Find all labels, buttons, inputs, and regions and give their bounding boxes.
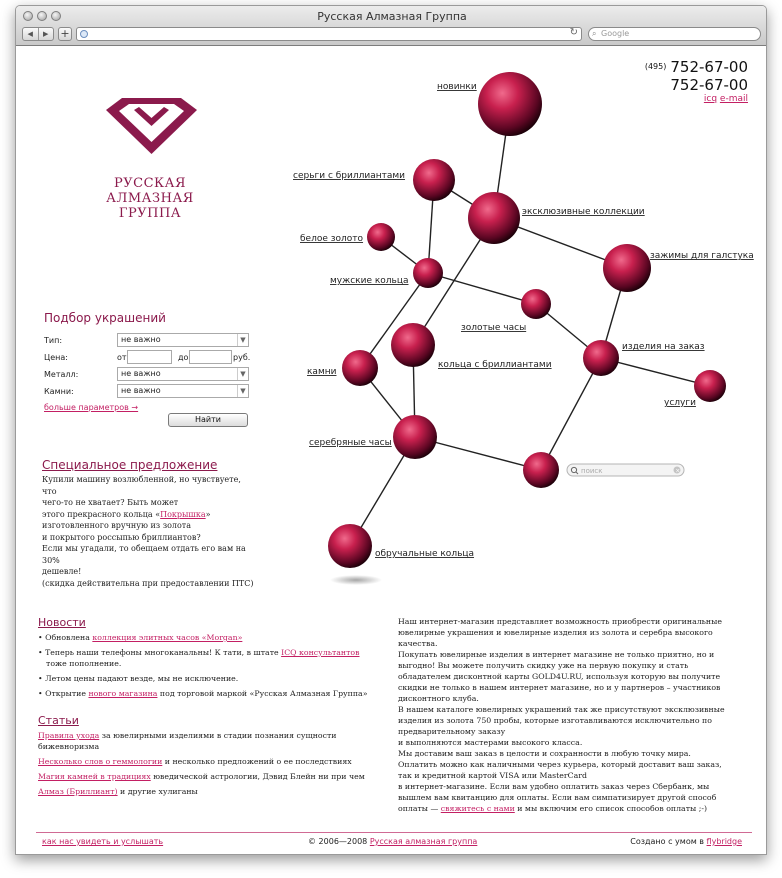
- label-tie-clips[interactable]: зажимы для галстука: [650, 251, 754, 261]
- label-novinki[interactable]: новинки: [437, 82, 477, 92]
- news-section: [38, 616, 368, 703]
- node-stones[interactable]: [342, 350, 378, 386]
- articles-section: [38, 714, 378, 801]
- node-sergi[interactable]: [413, 159, 455, 201]
- google-search-field[interactable]: [588, 27, 761, 41]
- label-silver-watches[interactable]: серебряные часы: [309, 438, 392, 448]
- icq-consultants-link[interactable]: ICQ консультантов: [281, 648, 360, 657]
- phone-1: $^{(495)}$ 752-67-00: [644, 58, 748, 76]
- back-icon[interactable]: ◀: [27, 30, 33, 38]
- graph-search-field[interactable]: [567, 464, 684, 476]
- address-bar[interactable]: [76, 27, 582, 41]
- label-custom[interactable]: изделия на заказ: [622, 342, 705, 352]
- node-diamond-rings[interactable]: [391, 323, 435, 367]
- label-exclusive[interactable]: эксклюзивные коллекции: [522, 207, 645, 217]
- label-gold-watches[interactable]: золотые часы: [461, 323, 527, 333]
- more-params-link[interactable]: больше параметров →: [44, 403, 139, 412]
- svg-text:×: ×: [675, 467, 681, 475]
- label-sergi[interactable]: серьги с бриллиантами: [293, 171, 406, 181]
- contact-us-link[interactable]: свяжитесь с нами: [440, 804, 515, 813]
- graph-search-placeholder: поиск: [581, 467, 603, 475]
- window-title: Русская Алмазная Группа: [317, 10, 467, 23]
- article-item: Магия камней в традициях юведической астрологии, Дэвид Блейн ни при чем: [38, 772, 365, 781]
- chevron-down-icon: ▼: [237, 368, 248, 380]
- title-bar: [16, 6, 767, 46]
- price-from-input[interactable]: [127, 350, 172, 364]
- company-link[interactable]: Русская алмазная группа: [369, 837, 478, 846]
- made-by: Создано с умом в flybridge: [630, 837, 742, 846]
- browser-window: [15, 5, 767, 855]
- filter-title: Подбор украшений: [44, 311, 166, 325]
- label-diamond-rings[interactable]: кольца с бриллиантами: [438, 360, 552, 370]
- new-store-link[interactable]: нового магазина: [88, 689, 158, 698]
- article-link[interactable]: Магия камней в традициях: [38, 772, 151, 781]
- node-services[interactable]: [694, 370, 726, 402]
- article-link[interactable]: Правила ухода: [38, 731, 100, 740]
- node-novinki[interactable]: [478, 72, 542, 136]
- news-title[interactable]: Новости: [38, 616, 86, 629]
- special-offer-title[interactable]: Специальное предложение: [42, 458, 218, 472]
- sphere-shadow: [330, 575, 382, 585]
- news-list: [38, 632, 368, 699]
- node-tie-clips[interactable]: [603, 244, 651, 292]
- phone-2: 752-67-00: [670, 76, 748, 94]
- node-wedding-rings[interactable]: [328, 524, 372, 568]
- find-button[interactable]: Найти: [168, 413, 248, 427]
- node-exclusive[interactable]: [468, 192, 520, 244]
- news-item: • Обновлена коллекция элитных часов «Morgan»: [38, 632, 368, 643]
- how-to-find-us-link[interactable]: как нас увидеть и услышать: [42, 837, 164, 846]
- icq-link[interactable]: icq: [703, 94, 718, 104]
- page-content: [16, 46, 766, 855]
- brand-name: РУССКАЯ АЛМАЗНАЯ ГРУППА: [106, 176, 194, 221]
- add-bookmark-button[interactable]: +: [58, 27, 72, 41]
- graph-spheres: [328, 72, 726, 568]
- chevron-down-icon: ▼: [237, 385, 248, 397]
- node-silver-watches[interactable]: [393, 415, 437, 459]
- article-item: Несколько слов о геммологии и несколько предложений о ее последствиях: [38, 757, 352, 766]
- stones-select[interactable]: не важно ▼: [117, 384, 249, 398]
- label-services[interactable]: услуги: [664, 398, 696, 408]
- copyright: © 2006—2008 Русская алмазная группа: [308, 837, 478, 846]
- email-link[interactable]: e-mail: [719, 94, 748, 104]
- flybridge-link[interactable]: flybridge: [706, 837, 742, 846]
- article-item: Алмаз (Бриллиант) и другие хулиганы: [38, 787, 198, 796]
- filter-stones-row: Камни: не важно ▼: [44, 384, 254, 400]
- label-white-gold[interactable]: белое золото: [300, 234, 364, 244]
- pokryshka-link[interactable]: Покрышка: [160, 509, 206, 519]
- node-search-hub[interactable]: [523, 452, 559, 488]
- node-custom[interactable]: [583, 340, 619, 376]
- special-offer: [42, 458, 254, 589]
- node-mens-rings[interactable]: [413, 258, 443, 288]
- back-forward-buttons: [22, 27, 54, 41]
- news-item: • Открытие нового магазина под торговой маркой «Русская Алмазная Группа»: [38, 688, 368, 699]
- label-mens-rings[interactable]: мужские кольца: [330, 276, 409, 286]
- morgan-collection-link[interactable]: коллекция элитных часов «Morgan»: [92, 633, 243, 642]
- special-offer-text: Купили машину возлюбленной, но чувствуете, что чего-то не хватает? Быть может этого прекрасного кольца «Покрышка» изготовленного вручную из золота и покрытого россыпью бриллиантов? Если мы угадали, то обещаем отдать его вам на 30% дешевле! (скидка действительна при предоставлении ПТС): [42, 475, 254, 588]
- label-wedding-rings[interactable]: обручальные кольца: [375, 549, 475, 559]
- news-item: • Летом цены падают везде, мы не исключение.: [38, 673, 368, 684]
- article-link[interactable]: Несколько слов о геммологии: [38, 757, 163, 766]
- node-white-gold[interactable]: [367, 223, 395, 251]
- article-link[interactable]: Алмаз (Бриллиант): [38, 787, 118, 796]
- news-item: • Теперь наши телефоны многоканальны! К тати, в штате ICQ консультантов тоже пополнение.: [38, 647, 368, 669]
- google-search-placeholder: Google: [601, 29, 630, 38]
- article-item: Правила ухода за ювелирными изделиями в стадии познания сущности бижевноризма: [38, 731, 337, 751]
- filter-type-row: Тип: не важно ▼: [44, 333, 254, 349]
- about-store-text: Наш интернет-магазин представляет возможность приобрести оригинальные ювелирные украшения и ювелирные изделия из золота и серебра высокого качества. Покупать ювелирные изделия в интернет магазине не только приятно, но и выгодно! Вы можете получить скидку уже на первую покупку и стать обладателем дисконтной карты GOLD4U.RU, используя которую вы получите скидки не только в нашем интернет магазине, но и у партнеров – участников дисконтного клуба. В нашем каталоге ювелирных украшений так же присутствуют эксклюзивные изделия из золота 750 пробы, которые изготавливаются исключительно по предварительному заказу и выполняются мастерами высокого класса. Мы доставим ваш заказ в целости и сохранности в любую точку мира. Оплатить можно как наличными через курьера, который доставит ваш заказ, так и кредитной картой VISA или MasterCard в интернет-магазине. Если вам удобно оплатить заказ через Сбербанк, мы вышлем вам квитанцию для оплаты. Если вам симпатизирует другой способ оплаты — свяжитесь с нами и мы включим его список способов оплаты ;-): [398, 617, 725, 813]
- label-stones[interactable]: камни: [307, 367, 337, 377]
- metal-select[interactable]: не важно ▼: [117, 367, 249, 381]
- search-icon: ⌕: [592, 29, 597, 38]
- globe-icon: [80, 30, 88, 38]
- node-gold-watches[interactable]: [521, 289, 551, 319]
- filter-price-row: Цена: от до руб.: [44, 350, 254, 366]
- articles-title[interactable]: Статьи: [38, 714, 79, 727]
- graph-labels: [293, 82, 754, 559]
- filter-metal-row: Металл: не важно ▼: [44, 367, 254, 383]
- type-select[interactable]: не важно ▼: [117, 333, 249, 347]
- footer-divider: [36, 832, 752, 833]
- jewelry-filter-form: [44, 311, 254, 424]
- forward-icon[interactable]: ▶: [38, 28, 54, 40]
- price-to-input[interactable]: [189, 350, 232, 364]
- reload-icon[interactable]: ↻: [569, 27, 578, 38]
- chevron-down-icon: ▼: [237, 334, 248, 346]
